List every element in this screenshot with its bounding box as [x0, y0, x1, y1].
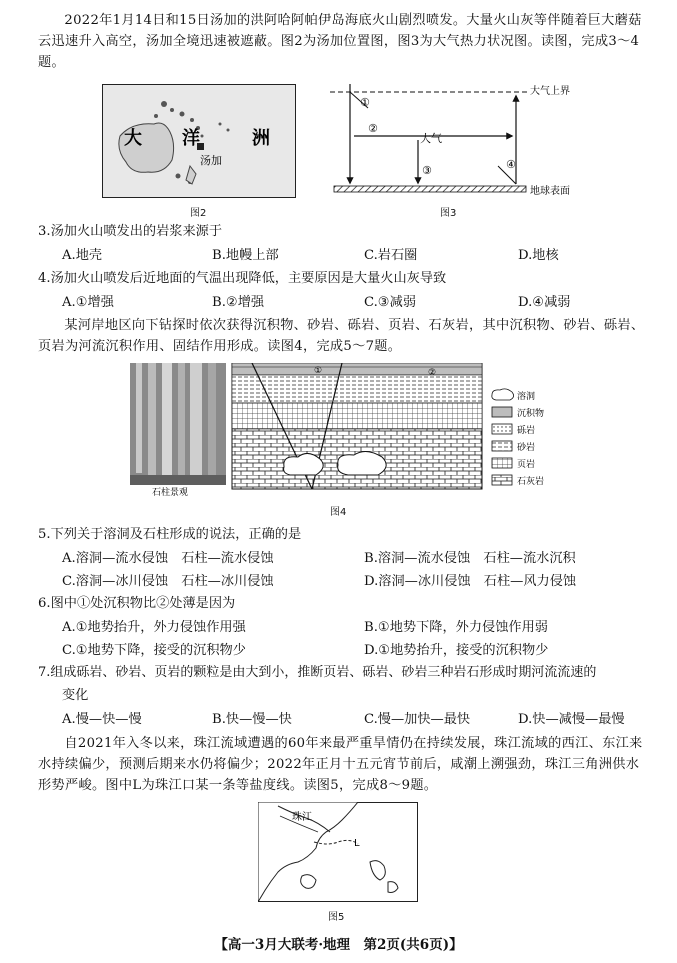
- fig3-num-1: ①: [360, 96, 370, 109]
- figure-4-caption: 图4: [330, 507, 347, 518]
- map-label-tonga: 汤加: [200, 154, 222, 167]
- q3-option-b[interactable]: B.地幔上部: [212, 248, 279, 263]
- legend-5: 石灰岩: [517, 477, 545, 487]
- photo-caption: 石柱景观: [152, 488, 189, 497]
- fig4-num-2: ②: [428, 368, 437, 378]
- question-7-stem-cont: 变化: [62, 688, 89, 703]
- legend-4: 页岩: [517, 460, 536, 470]
- q6-option-c[interactable]: C.①地势下降，接受的沉积物少: [62, 643, 246, 658]
- q7-option-b[interactable]: B.快—慢—快: [212, 712, 292, 727]
- intro-paragraph-3: 自2021年入冬以来，珠江流域遭遇的60年来最严重旱情仍在持续发展，珠江流域的西江、东江来水持续偏少，预测后期来水仍将偏少；2022年正月十五元宵节前后，咸潮上溯强劲，珠江三角洲供水形势严峻。图中L为珠江口某一条等盐度线。读图5，完成8～9题。: [38, 736, 643, 793]
- q4-option-b[interactable]: B.②增强: [212, 295, 265, 310]
- question-6-stem: 6.图中①处沉积物比②处薄是因为: [38, 596, 236, 611]
- figure-2-map: [102, 84, 296, 198]
- q6-option-a[interactable]: A.①地势抬升，外力侵蚀作用强: [62, 620, 246, 635]
- figure-5-map: [258, 802, 418, 902]
- question-6-options-row2: [62, 639, 652, 660]
- page-footer: 【高一3月大联考·地理 第2页(共6页)】: [214, 937, 463, 953]
- question-7-stem: 7.组成砾岩、砂岩、页岩的颗粒是由大到小，推断页岩、砾岩、砂岩三种岩石形成时期河流流速的: [38, 665, 597, 680]
- fig3-label-ground: 地球表面: [530, 186, 570, 197]
- fig4-num-1: ①: [314, 366, 323, 376]
- question-4-stem: 4.汤加火山喷发后近地面的气温出现降低，主要原因是大量火山灰导致: [38, 271, 447, 286]
- intro-paragraph-1: 2022年1月14日和15日汤加的洪阿哈阿帕伊岛海底火山剧烈喷发。大量火山灰等伴随着巨大蘑菇云迅速升入高空，汤加全境迅速被遮蔽。图2为汤加位置图，图3为大气热力状况图。读图，完成3～4题。: [38, 13, 642, 70]
- q5-option-a[interactable]: A.溶洞—流水侵蚀 石柱—流水侵蚀: [62, 551, 274, 566]
- q7-option-d[interactable]: D.快—减慢—最慢: [518, 712, 625, 727]
- q7-option-c[interactable]: C.慢—加快—最快: [364, 712, 471, 727]
- question-3-stem: 3.汤加火山喷发出的岩浆来源于: [38, 224, 223, 239]
- q4-option-c[interactable]: C.③减弱: [364, 295, 417, 310]
- fig5-label-river: 珠江: [292, 812, 312, 823]
- map-label-yang: 洋: [182, 128, 200, 149]
- question-7-options: [62, 708, 652, 729]
- legend-0: 溶洞: [517, 392, 536, 402]
- q5-option-c[interactable]: C.溶洞—冰川侵蚀 石柱—冰川侵蚀: [62, 574, 274, 589]
- fig3-label-atm: 大气: [420, 132, 442, 145]
- q6-option-d[interactable]: D.①地势抬升，接受的沉积物少: [364, 643, 549, 658]
- fig5-label-L: L: [354, 838, 360, 849]
- question-3-options: [62, 244, 652, 265]
- q7-option-a[interactable]: A.慢—快—慢: [62, 712, 142, 727]
- map-label-da: 大: [124, 128, 142, 149]
- q4-option-d[interactable]: D.④减弱: [518, 295, 571, 310]
- legend-1: 沉积物: [517, 409, 545, 419]
- figure-4-diagram: [130, 363, 546, 497]
- question-4-options: [62, 291, 652, 312]
- map-label-zhou: 洲: [252, 128, 270, 149]
- question-6-options-row1: [62, 616, 652, 637]
- question-5-options-row2: [62, 570, 652, 591]
- stone-pillar-photo: [130, 363, 226, 485]
- q4-option-a[interactable]: A.①增强: [62, 295, 114, 310]
- fig3-num-4: ④: [506, 158, 516, 171]
- intro-paragraph-2: 某河岸地区向下钻探时依次获得沉积物、砂岩、砾岩、页岩、石灰岩，其中沉积物、砂岩、砾岩、页岩为河流沉积作用、固结作用形成。读图4，完成5～7题。: [38, 318, 645, 354]
- fig3-num-3: ③: [422, 164, 432, 177]
- figure-3-caption: 图3: [440, 208, 457, 219]
- q6-option-b[interactable]: B.①地势下降，外力侵蚀作用弱: [364, 620, 548, 635]
- q5-option-d[interactable]: D.溶洞—冰川侵蚀 石柱—风力侵蚀: [364, 574, 577, 589]
- figure-4-legend: [492, 389, 544, 487]
- question-5-options-row1: [62, 547, 652, 568]
- fig3-num-2: ②: [368, 122, 378, 135]
- figure-5-caption: 图5: [328, 912, 345, 923]
- figure-2-caption: 图2: [190, 208, 207, 219]
- legend-2: 砾岩: [517, 426, 536, 436]
- figure-3-diagram: [328, 80, 590, 202]
- q3-option-c[interactable]: C.岩石圈: [364, 248, 418, 263]
- q3-option-d[interactable]: D.地核: [518, 248, 559, 263]
- fig3-label-top: 大气上界: [530, 86, 570, 97]
- question-5-stem: 5.下列关于溶洞及石柱形成的说法，正确的是: [38, 527, 302, 542]
- q3-option-a[interactable]: A.地壳: [62, 248, 103, 263]
- q5-option-b[interactable]: B.溶洞—流水侵蚀 石柱—流水沉积: [364, 551, 576, 566]
- legend-3: 砂岩: [517, 443, 536, 453]
